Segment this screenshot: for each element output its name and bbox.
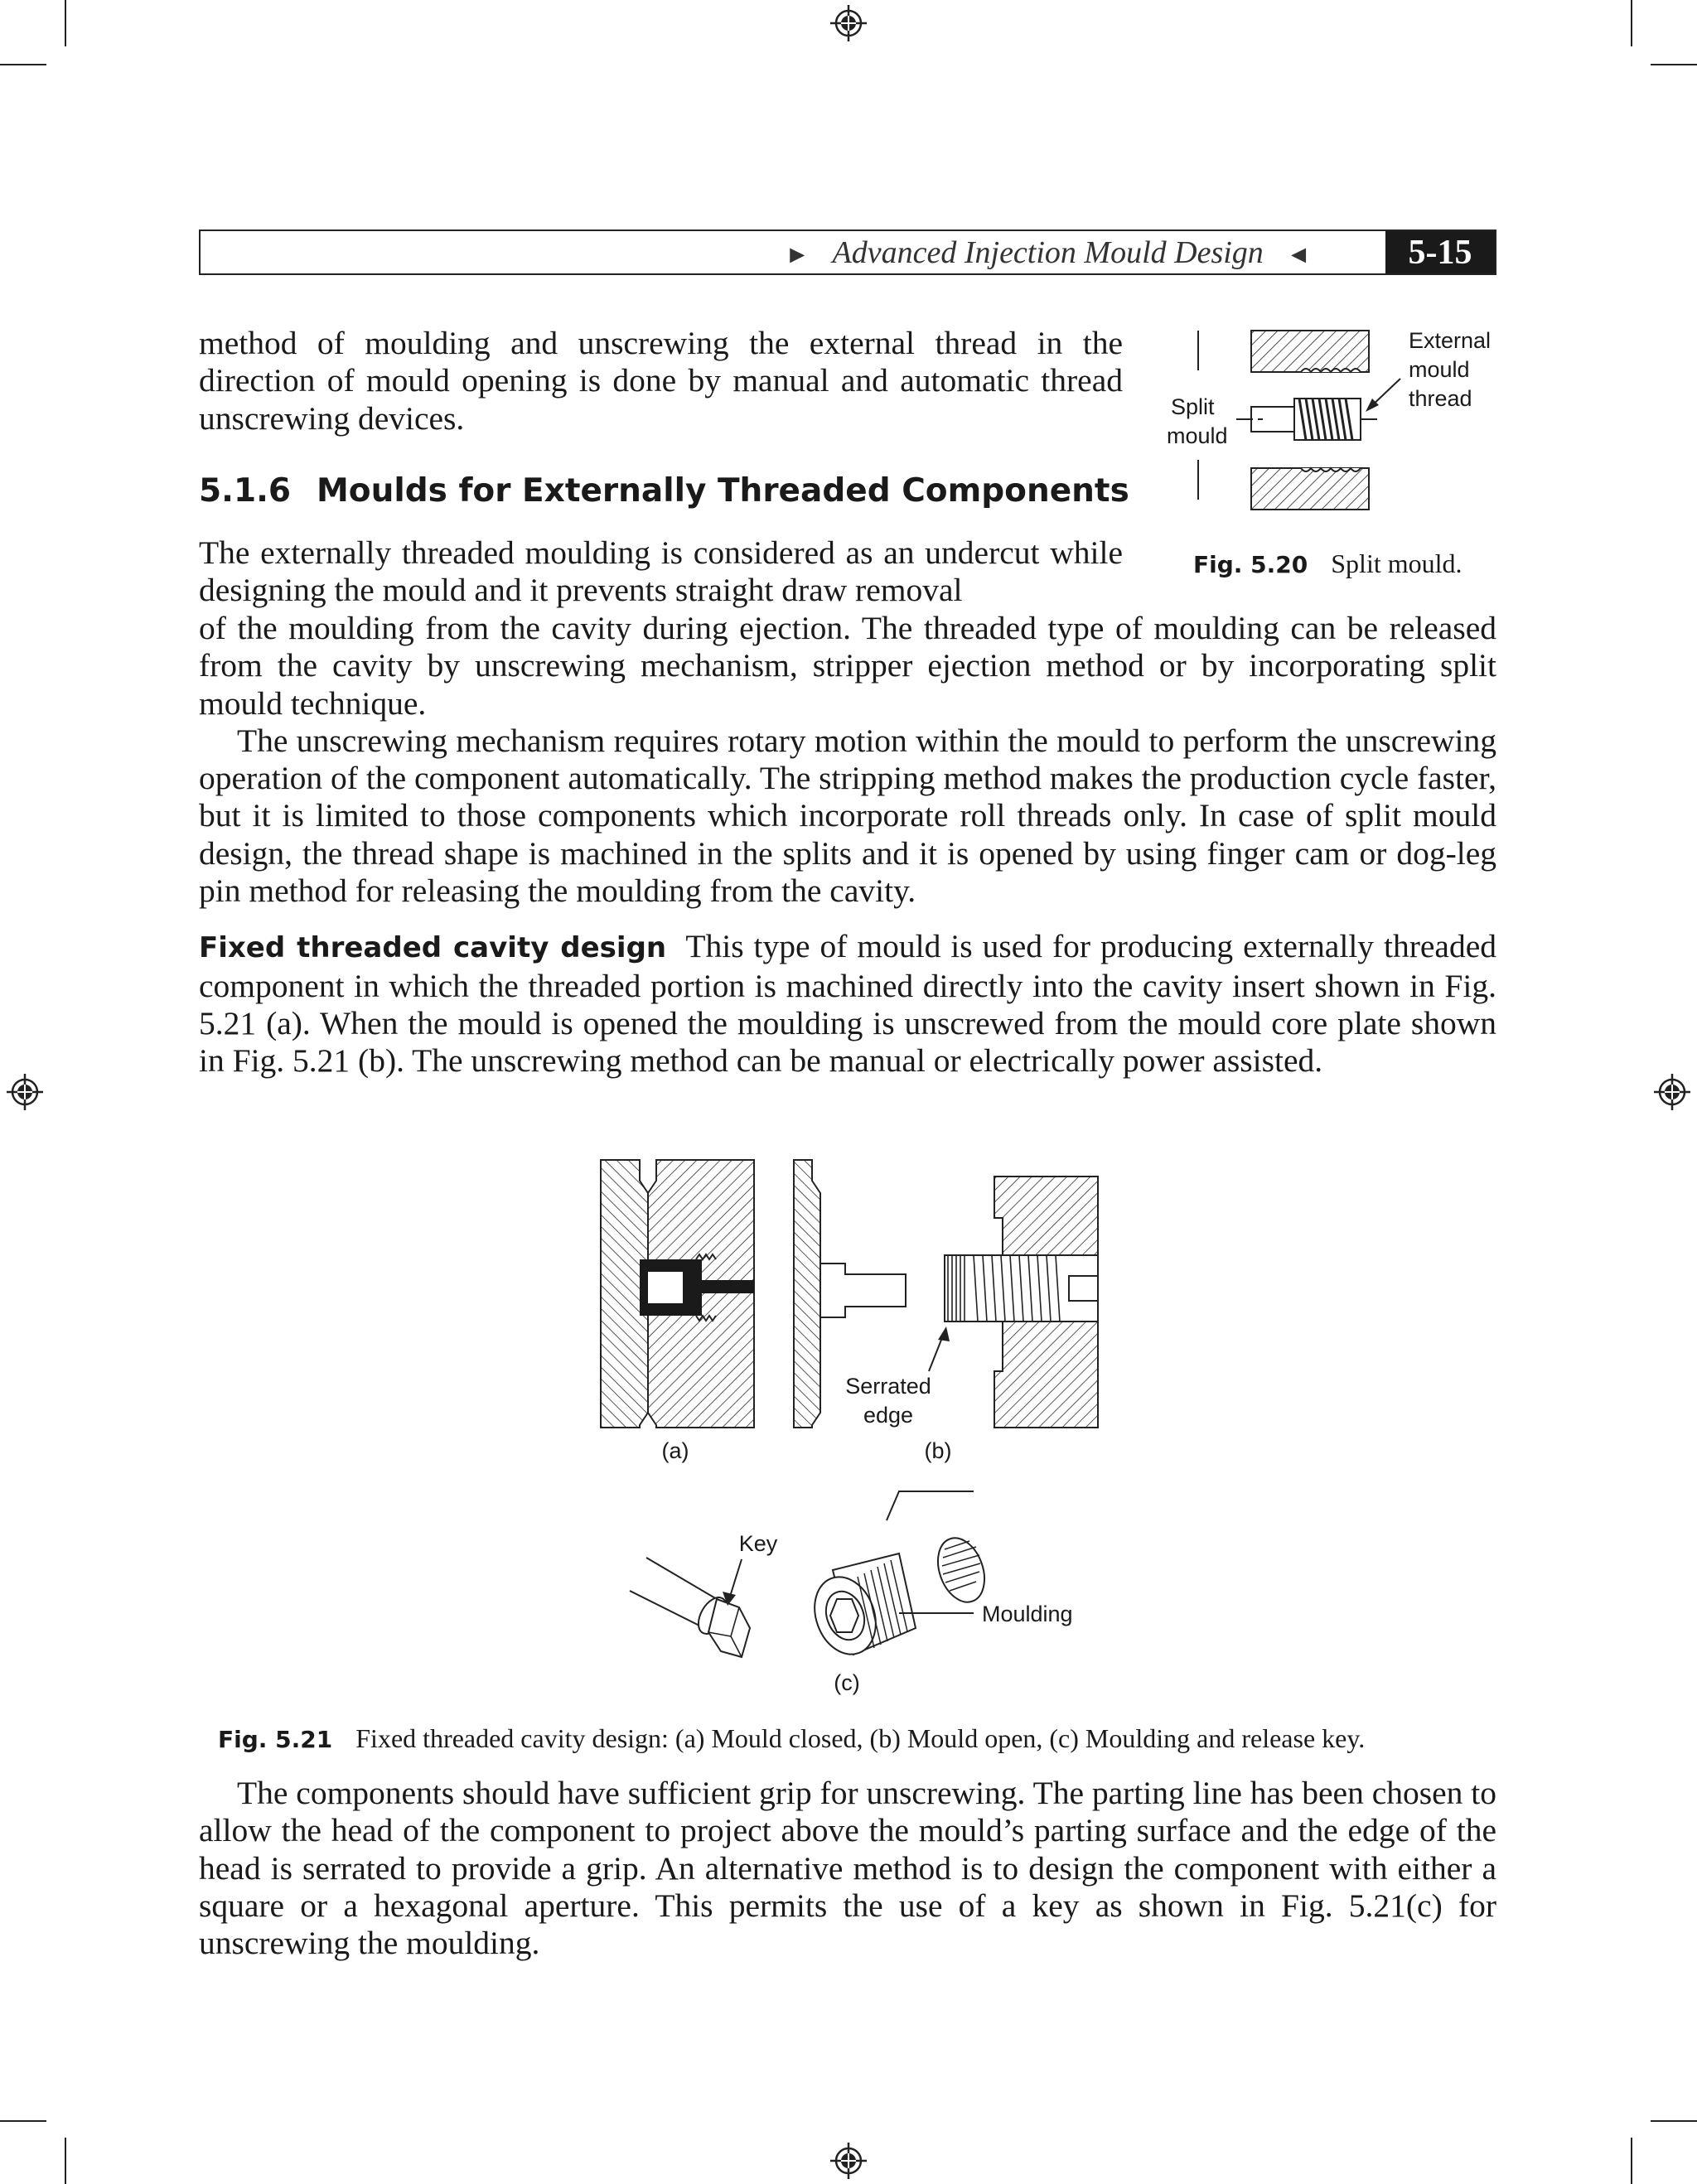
paragraph-2: The unscrewing mechanism requires rotary motion within the mould to perform the unscrewing operation of the component automatically. The stripping method makes the production cycle faster, but it is limited to those components which incorporate roll threads only. In case of split mould design, the thread shape is machined in the splits and it is opened by using finger cam or dog-leg pin method for releasing the moulding from the cavity.: [199, 722, 1496, 910]
crop-mark: [1651, 64, 1697, 65]
fig-5-21-fixed-threaded-cavity: [580, 1148, 1119, 1703]
fig-5-21-caption-label: Fig. 5.21: [218, 1726, 333, 1753]
section-heading: [199, 472, 1129, 510]
label-moulding: Moulding: [982, 1602, 1073, 1626]
label-external: External: [1409, 328, 1492, 353]
registration-mark-icon: [830, 2143, 867, 2179]
fig-5-21-caption-text: Fixed threaded cavity design: (a) Mould closed, (b) Mould open, (c) Moulding and release key.: [355, 1723, 1366, 1753]
para1-wrapped-text: The externally threaded moulding is considered as an undercut while designing the mould and it prevents straight draw removal: [199, 534, 1123, 609]
fig-5-20-split-mould: [1160, 319, 1508, 534]
paragraph-4: The components should have sufficient grip for unscrewing. The parting line has been chosen to allow the head of the component to project above the mould’s parting surface and the edge of the head is serrated to provide a grip. An alternative method is to design the component with either a square or a hexagonal aperture. This permits the use of a key as shown in Fig. 5.21(c) for unscrewing the moulding.: [199, 1775, 1496, 1962]
fig-5-20-caption-label: Fig. 5.20: [1193, 551, 1308, 578]
fig-5-21-b-mould-open: [794, 1160, 1098, 1428]
intro-paragraph: [199, 325, 1123, 437]
paragraph-4-block: [199, 1775, 1496, 1962]
section-number: 5.1.6: [199, 472, 292, 510]
crop-mark: [1631, 2138, 1632, 2184]
para3-text: This type of mould is used for producing externally threaded component in which the threaded portion is machined directly into the cavity insert shown in Fig. 5.21 (a). When the mould is opened the moulding is unscrewed from the mould core plate shown in Fig. 5.21 (b). The unscrewing method can be manual or electrically power assisted.: [199, 928, 1496, 1080]
intro-text: method of moulding and unscrewing the external thread in the direction of mould opening is done by manual and automatic thread unscrewing devices.: [199, 325, 1123, 437]
crop-mark: [65, 2138, 66, 2184]
registration-mark-icon: [830, 5, 867, 41]
label-thread: thread: [1409, 386, 1472, 411]
label-edge: edge: [863, 1403, 914, 1428]
page-number: 5-15: [1385, 231, 1495, 273]
crop-mark: [65, 0, 66, 46]
label-key: Key: [738, 1531, 778, 1556]
paragraph-3: [199, 928, 1496, 1080]
label-serrated: Serrated: [845, 1374, 931, 1399]
header-title-wrap: [785, 231, 1311, 273]
arrow-right-icon: ►: [785, 241, 810, 268]
fig-5-21-caption: [218, 1723, 1365, 1754]
running-header: [199, 230, 1496, 275]
crop-mark: [1651, 2120, 1697, 2122]
registration-mark-icon: [1654, 1074, 1690, 1110]
label-c: (c): [834, 1670, 860, 1695]
header-title: Advanced Injection Mould Design: [832, 235, 1264, 270]
run-in-heading: Fixed threaded cavity design: [199, 931, 667, 965]
label-mould: mould: [1167, 423, 1228, 448]
crop-mark: [0, 2120, 46, 2122]
fig-5-21-a-mould-closed: [601, 1160, 754, 1428]
section-title: Moulds for Externally Threaded Components: [317, 472, 1129, 510]
label-a: (a): [661, 1438, 689, 1463]
para1-full-text: of the moulding from the cavity during ejection. The threaded type of moulding can be released from the cavity by unscrewing mechanism, stripper ejection method or by incorporating split mould technique.: [199, 610, 1496, 722]
arrow-left-icon: ◄: [1286, 241, 1311, 268]
label-b: (b): [924, 1438, 952, 1463]
main-text-block: [199, 610, 1496, 1080]
label-split: Split: [1171, 394, 1215, 419]
crop-mark: [1631, 0, 1632, 46]
paragraph-1-wrapped: [199, 534, 1123, 610]
fig-5-20-caption-text: Split mould.: [1331, 548, 1463, 578]
registration-mark-icon: [7, 1074, 43, 1110]
label-external-mould: mould: [1409, 357, 1470, 382]
crop-mark: [0, 64, 46, 65]
fig-5-21-c-moulding-and-key: [630, 1491, 993, 1663]
fig-5-20-caption: [1193, 548, 1463, 579]
